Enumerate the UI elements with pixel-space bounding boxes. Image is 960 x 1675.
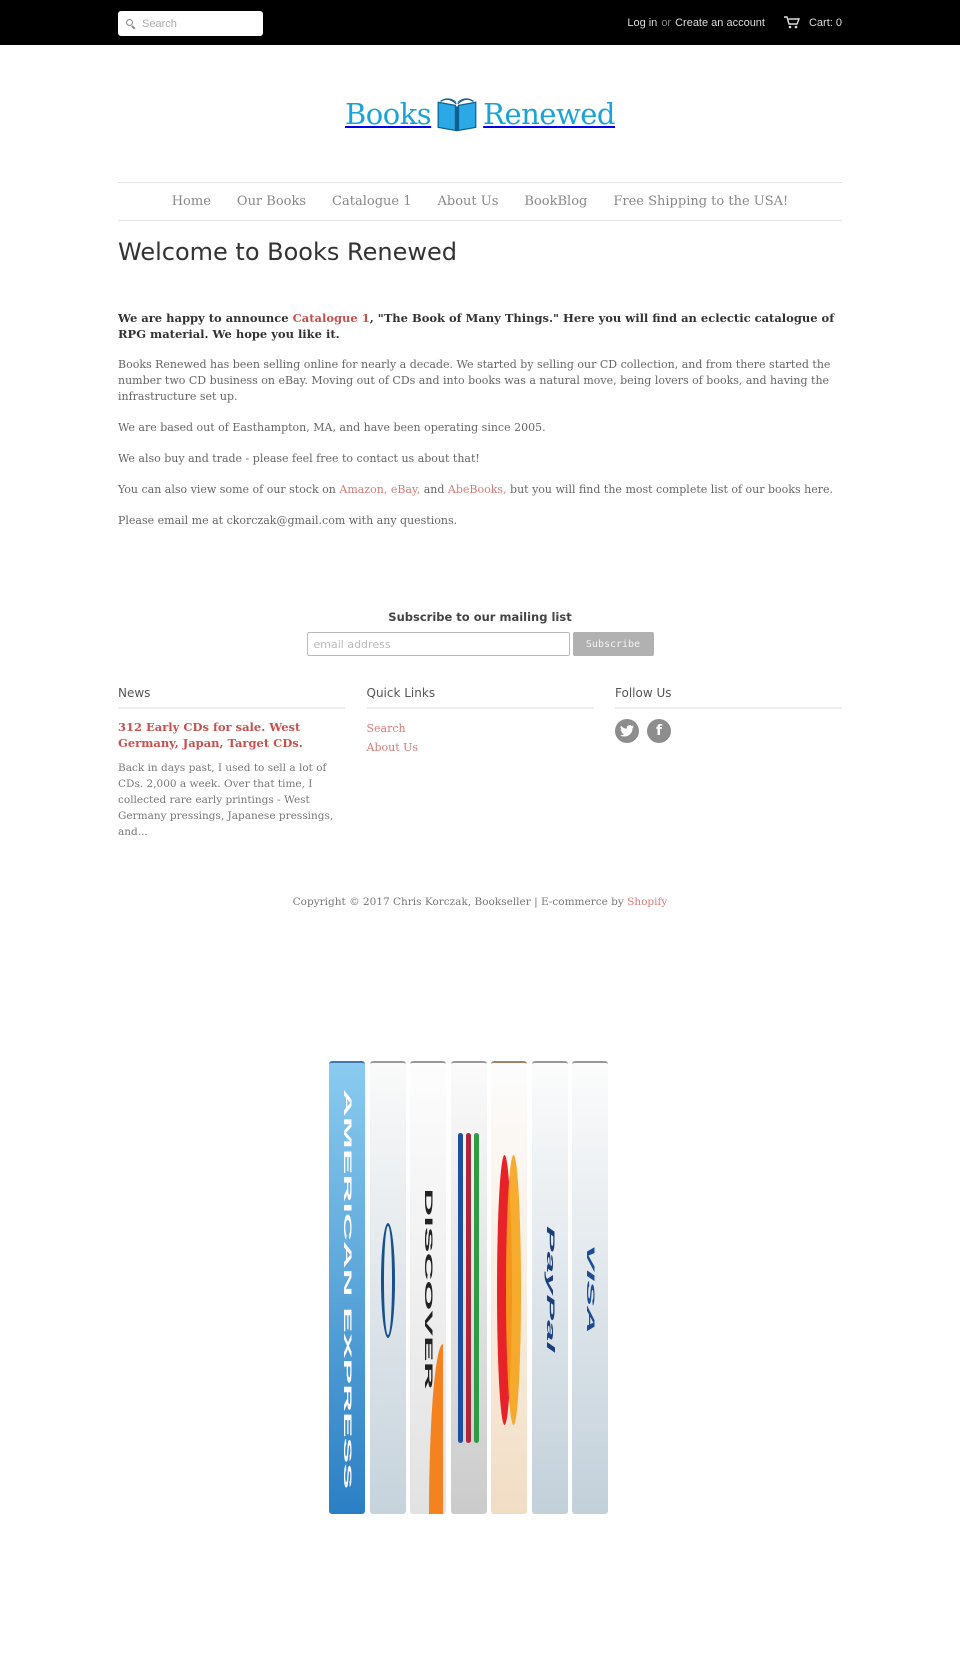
logo-word-renewed: Renewed: [483, 97, 615, 131]
page-title: Welcome to Books Renewed: [118, 238, 457, 266]
quick-link-about-us[interactable]: About Us: [366, 741, 419, 754]
email-field[interactable]: [307, 632, 570, 656]
jcb-icon: [451, 1061, 487, 1514]
payment-methods: [329, 1061, 613, 1514]
open-book-icon: [435, 91, 479, 137]
amazon-link[interactable]: Amazon,: [339, 483, 388, 496]
visa-label: VISA: [584, 1243, 596, 1334]
stock-paragraph: [118, 482, 842, 498]
search-input[interactable]: [142, 18, 257, 30]
cart-link[interactable]: [784, 16, 842, 29]
jcb-bar-blue: [458, 1133, 463, 1443]
account-links: [627, 0, 842, 45]
site-logo[interactable]: [345, 88, 615, 140]
quick-link-search[interactable]: Search: [366, 722, 406, 735]
shopify-link[interactable]: Shopify: [627, 896, 668, 908]
announcement-paragraph: [118, 310, 842, 342]
mailing-list-heading: Subscribe to our mailing list: [388, 610, 572, 624]
social-links: [615, 719, 842, 743]
announcement-post: , "The Book of Many Things." Here you will find an eclectic catalogue of RPG material. We hope you like it.: [118, 311, 835, 341]
trade-paragraph: We also buy and trade - please feel free to contact us about that!: [118, 452, 480, 465]
diners-ring: [381, 1223, 395, 1338]
stock-pre: You can also view some of our stock on: [118, 483, 340, 496]
news-heading: News: [118, 686, 345, 709]
amex-label: AMERICAN EXPRESS: [341, 1088, 353, 1489]
email-paragraph: Please email me at ckorczak@gmail.com with any questions.: [118, 514, 458, 527]
top-bar: [0, 0, 960, 45]
main-content: [118, 310, 842, 544]
mastercard-orange-circle: [506, 1155, 521, 1425]
nav-item-our-books[interactable]: Our Books: [236, 194, 307, 209]
search-box[interactable]: [118, 11, 263, 36]
quick-links-heading: Quick Links: [367, 686, 594, 709]
search-icon: [125, 18, 137, 30]
login-link[interactable]: Log in: [627, 16, 658, 29]
follow-us-heading: Follow Us: [615, 686, 842, 709]
jcb-bar-red: [466, 1133, 471, 1443]
discover-label: DISCOVER: [422, 1187, 434, 1390]
diners-club-icon: [370, 1061, 406, 1514]
copyright: [0, 896, 960, 908]
mailing-list-section: [0, 610, 960, 656]
news-article-excerpt: Back in days past, I used to sell a lot of CDs. 2,000 a week. Over that time, I collected rare early printings - West Germany pressings, Japanese pressings, and...: [118, 762, 334, 838]
facebook-icon[interactable]: f: [647, 719, 671, 743]
history-paragraph: Books Renewed has been selling online for nearly a decade. We started by selling our CD collection, and from there started the number two CD business on eBay. Moving out of CDs and into books was a natural move, being lovers of books, and having the infrastructure set up.: [118, 358, 831, 403]
paypal-icon: [532, 1061, 568, 1514]
copyright-text: Copyright © 2017 Chris Korczak, Bookseller | E-commerce by: [292, 896, 628, 908]
create-account-link[interactable]: Create an account: [675, 16, 765, 29]
catalogue-1-link[interactable]: Catalogue 1: [292, 311, 370, 325]
paypal-label: PayPal: [543, 1225, 556, 1352]
discover-icon: [410, 1061, 446, 1514]
logo-word-books: Books: [345, 97, 432, 131]
jcb-bar-green: [474, 1133, 479, 1443]
nav-item-home[interactable]: Home: [171, 194, 211, 209]
mastercard-icon: [491, 1061, 527, 1514]
nav-item-about-us[interactable]: About Us: [437, 194, 499, 209]
twitter-icon[interactable]: [615, 719, 639, 743]
abebooks-link[interactable]: AbeBooks,: [447, 483, 507, 496]
footer-columns: [118, 686, 842, 840]
nav-item-free-shipping[interactable]: Free Shipping to the USA!: [613, 194, 789, 209]
news-article-title[interactable]: 312 Early CDs for sale. West Germany, Japan, Target CDs.: [118, 720, 303, 750]
cart-label: Cart: 0: [808, 16, 842, 29]
location-paragraph: We are based out of Easthampton, MA, and have been operating since 2005.: [118, 421, 546, 434]
quick-links-column: [367, 686, 594, 840]
news-column: [118, 686, 345, 840]
cart-icon: [784, 16, 800, 29]
stock-and: and: [420, 483, 448, 496]
subscribe-button[interactable]: Subscribe: [573, 632, 654, 656]
subscribe-form: [0, 632, 960, 656]
main-nav: [118, 182, 842, 221]
follow-us-column: [615, 686, 842, 840]
visa-icon: [572, 1061, 608, 1514]
amex-icon: [329, 1061, 365, 1514]
nav-item-catalogue-1[interactable]: Catalogue 1: [332, 194, 412, 209]
announcement-pre: We are happy to announce: [118, 311, 293, 325]
ebay-link[interactable]: eBay,: [390, 483, 421, 496]
stock-post: but you will find the most complete list of our books here.: [506, 483, 833, 496]
nav-item-bookblog[interactable]: BookBlog: [524, 194, 588, 209]
or-separator: or: [661, 16, 672, 29]
